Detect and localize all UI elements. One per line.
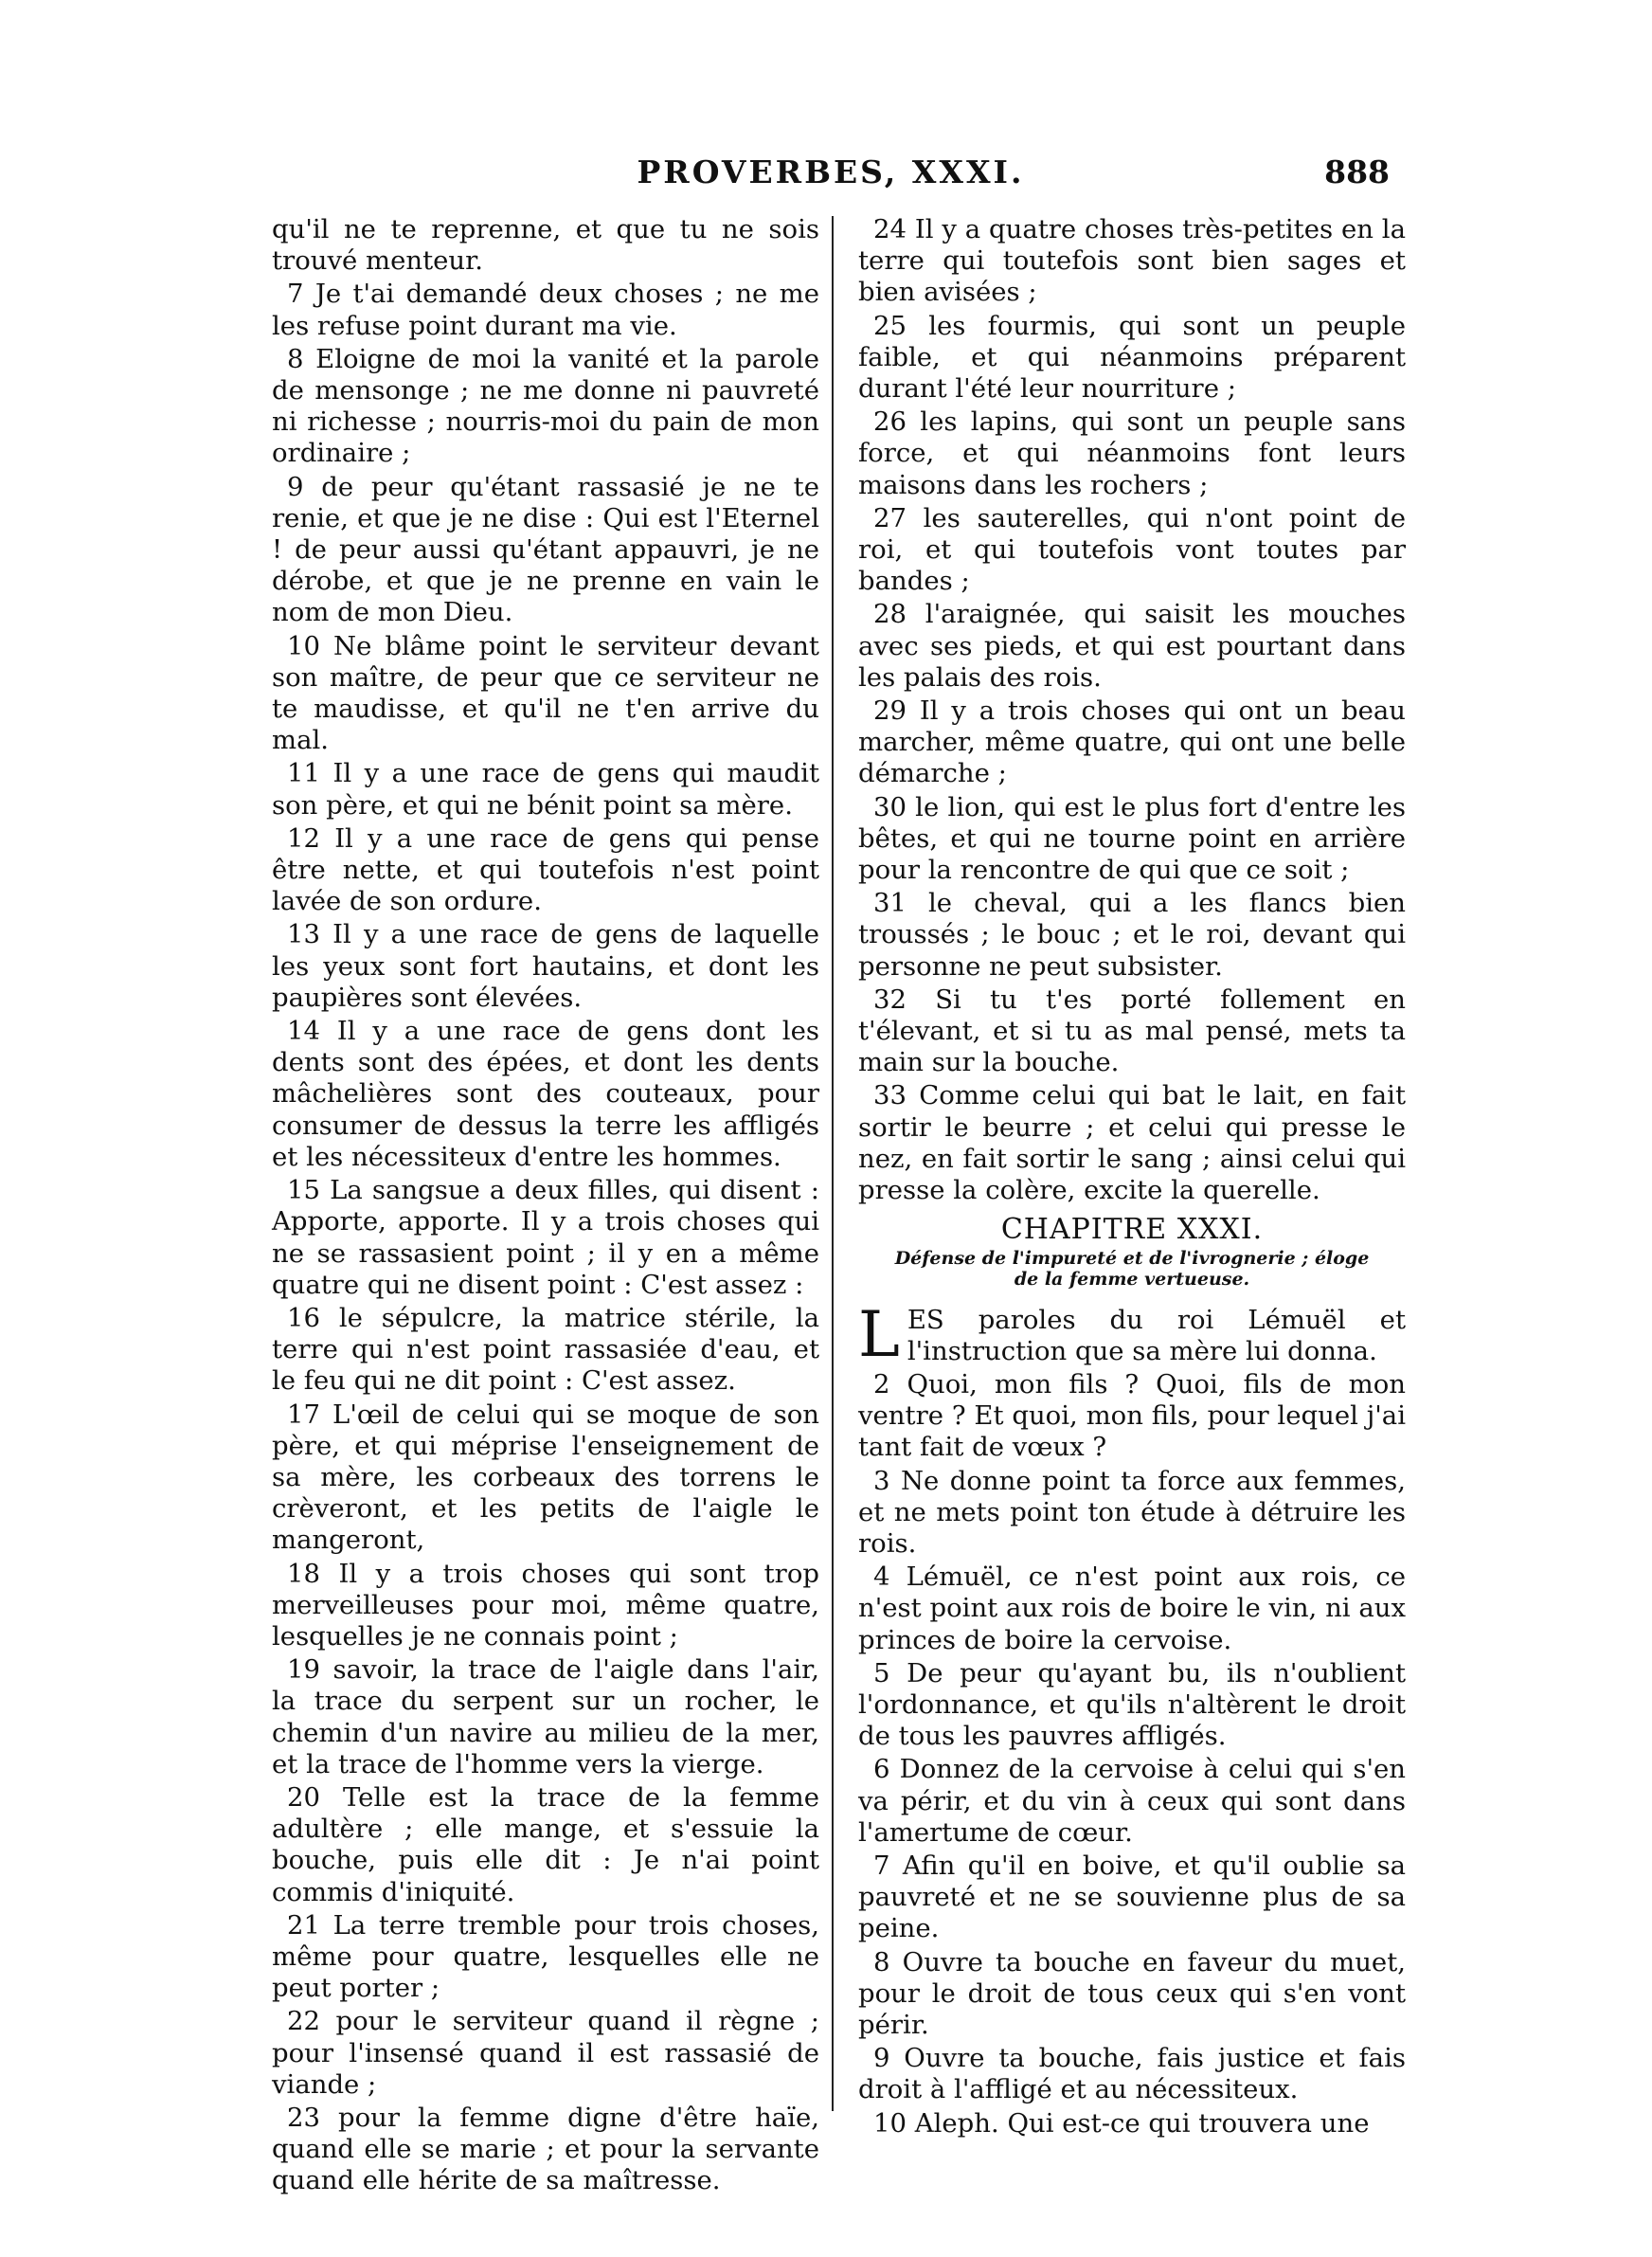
verse: 10 Ne blâme point le serviteur devant son maître, de peur que ce serviteur ne te maudisse, et qu'il ne t'en arrive du mal.	[272, 630, 819, 756]
verse: 4 Lémuël, ce n'est point aux rois, ce n'est point aux rois de boire le vin, ni aux princes de boire la cervoise.	[858, 1562, 1406, 1655]
right-column	[858, 214, 1406, 2141]
verse: 2 Quoi, mon fils ? Quoi, fils de mon ventre ? Et quoi, mon fils, pour lequel j'ai tant fait de vœux ?	[858, 1368, 1406, 1463]
verse: 33 Comme celui qui bat le lait, en fait sortir le beurre ; et celui qui presse le nez, en fait sortir le sang ; ainsi celui qui presse la colère, excite la querelle.	[858, 1080, 1406, 1206]
verse: 15 La sangsue a deux filles, qui disent : Apporte, apporte. Il y a trois choses qui ne se rassasient point ; il y en a même quatre qui ne disent point : C'est assez :	[272, 1175, 819, 1300]
verse: 5 De peur qu'ayant bu, ils n'oublient l'ordonnance, et qu'ils n'altèrent le droit de tous les pauvres affligés.	[858, 1657, 1406, 1752]
verse: 17 L'œil de celui qui se moque de son père, et qui méprise l'enseignement de sa mère, les corbeaux des torrens le crèveront, et les petits de l'aigle le mangeront,	[272, 1399, 819, 1556]
drop-cap: L	[858, 1297, 900, 1371]
verse: 23 pour la femme digne d'être haïe, quand elle se marie ; et pour la servante quand elle hérite de sa maîtresse.	[272, 2102, 819, 2196]
chapter-summary: Défense de l'impureté et de l'ivrognerie ; éloge de la femme vertueuse.	[894, 1247, 1370, 1290]
verse: 7 Afin qu'il en boive, et qu'il oublie sa pauvreté et ne se souvienne plus de sa peine.	[858, 1850, 1406, 1944]
verse: 32 Si tu t'es porté follement en t'élevant, et si tu as mal pensé, mets ta main sur la bouche.	[858, 984, 1406, 1078]
verse: 28 l'araignée, qui saisit les mouches avec ses pieds, et qui est pourtant dans les palais des rois.	[858, 599, 1406, 693]
verse: 18 Il y a trois choses qui sont trop merveilleuses pour moi, même quatre, lesquelles je ne connais point ;	[272, 1558, 819, 1652]
column-divider	[832, 216, 834, 2111]
verse: 8 Eloigne de moi la vanité et la parole de mensonge ; ne me donne ni pauvreté ni richesse ; nourris-moi du pain de mon ordinaire ;	[272, 343, 819, 469]
verse: 20 Telle est la trace de la femme adultère ; elle mange, et s'essuie la bouche, puis elle dit : Je n'ai point commis d'iniquité.	[272, 1781, 819, 1907]
verse: 10 Aleph. Qui est-ce qui trouvera une	[873, 2107, 1370, 2139]
verse: 25 les fourmis, qui sont un peuple faible, et qui néanmoins préparent durant l'été leur nourriture ;	[858, 310, 1406, 405]
verse: 9 de peur qu'étant rassasié je ne te renie, et que je ne dise : Qui est l'Eternel ! de peur aussi qu'étant appauvri, je ne dérobe, et que je ne prenne en vain le nom de mon Dieu.	[272, 471, 819, 628]
verse: 22 pour le serviteur quand il règne ; pour l'insensé quand il est rassasié de viande ;	[272, 2006, 819, 2100]
verse: 8 Ouvre ta bouche en faveur du muet, pour le droit de tous ceux qui s'en vont périr.	[858, 1946, 1406, 2040]
verse: 16 le sépulcre, la matrice stérile, la terre qui n'est point rassasiée d'eau, et le feu qui ne dit point : C'est assez.	[272, 1302, 819, 1397]
first-verse-text: ES paroles du roi Lémuël et l'instruction que sa mère lui donna.	[907, 1304, 1406, 1366]
running-title: PROVERBES, XXXI.	[637, 153, 1025, 190]
verse: 9 Ouvre ta bouche, fais justice et fais droit à l'affligé et au nécessiteux.	[858, 2043, 1406, 2105]
verse: 3 Ne donne point ta force aux femmes, et ne mets point ton étude à détruire les rois.	[858, 1465, 1406, 1559]
verse: 7 Je t'ai demandé deux choses ; ne me les refuse point durant ma vie.	[272, 279, 819, 341]
chapter-title: CHAPITRE XXXI.	[1000, 1213, 1264, 1247]
verse: 30 le lion, qui est le plus fort d'entre les bêtes, et qui ne tourne point en arrière pour la rencontre de qui que ce soit ;	[858, 791, 1406, 886]
verse: 13 Il y a une race de gens de laquelle les yeux sont fort hautains, et dont les paupières sont élevées.	[272, 919, 819, 1013]
page-number: 888	[1324, 153, 1390, 190]
verse: 31 le cheval, qui a les flancs bien troussés ; le bouc ; et le roi, devant qui personne ne peut subsister.	[858, 888, 1406, 982]
verse: 24 Il y a quatre choses très-petites en la terre qui toutefois sont bien sages et bien avisées ;	[858, 214, 1406, 308]
verse-first	[858, 1297, 1406, 1371]
verse: 6 Donnez de la cervoise à celui qui s'en va périr, et du vin à ceux qui sont dans l'amertume de cœur.	[858, 1754, 1406, 1848]
verse: 29 Il y a trois choses qui ont un beau marcher, même quatre, qui ont une belle démarche ;	[858, 695, 1406, 789]
left-column	[272, 214, 819, 2199]
verse: qu'il ne te reprenne, et que tu ne sois trouvé menteur.	[272, 214, 819, 277]
verse: 21 La terre tremble pour trois choses, même pour quatre, lesquelles elle ne peut porter ;	[272, 1909, 819, 2004]
verse: 14 Il y a une race de gens dont les dents sont des épées, et dont les dents mâchelières sont des couteaux, pour consumer de dessus la terre les affligés et les nécessiteux d'entre les hommes.	[272, 1016, 819, 1172]
running-header	[272, 153, 1390, 201]
verse: 12 Il y a une race de gens qui pense être nette, et qui toutefois n'est point lavée de son ordure.	[272, 822, 819, 917]
verse: 27 les sauterelles, qui n'ont point de roi, et qui toutefois vont toutes par bandes ;	[858, 502, 1406, 597]
verse: 11 Il y a une race de gens qui maudit son père, et qui ne bénit point sa mère.	[272, 758, 819, 821]
verse: 19 savoir, la trace de l'aigle dans l'air, la trace du serpent sur un rocher, le chemin d'un navire au milieu de la mer, et la trace de l'homme vers la vierge.	[272, 1654, 819, 1779]
verse: 26 les lapins, qui sont un peuple sans force, et qui néanmoins font leurs maisons dans les rochers ;	[858, 406, 1406, 500]
